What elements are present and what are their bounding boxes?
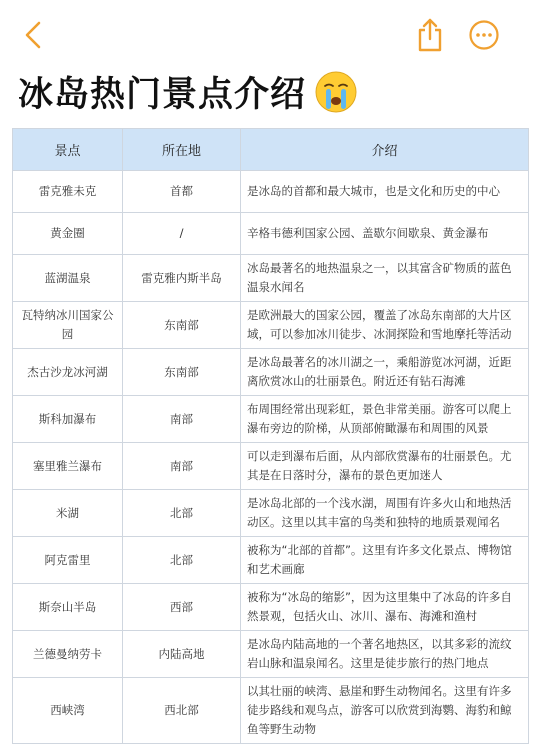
crying-face-icon xyxy=(314,70,358,114)
cell-location: 首都 xyxy=(123,171,241,213)
cell-attraction-name: 阿克雷里 xyxy=(13,537,123,584)
cell-attraction-name: 瓦特纳冰川国家公园 xyxy=(13,302,123,349)
table-row xyxy=(13,349,529,396)
cell-description: 冰岛最著名的地热温泉之一，以其富含矿物质的蓝色温泉水闻名 xyxy=(241,255,529,302)
cell-location: 南部 xyxy=(123,443,241,490)
table-row xyxy=(13,255,529,302)
cell-attraction-name: 雷克雅未克 xyxy=(13,171,123,213)
chevron-left-icon xyxy=(18,18,50,52)
table-row xyxy=(13,171,529,213)
table-header-row xyxy=(13,129,529,171)
cell-description: 是冰岛内陆高地的一个著名地热区，以其多彩的流纹岩山脉和温泉闻名。这里是徒步旅行的热门地点 xyxy=(241,631,529,678)
top-bar xyxy=(0,0,540,72)
cell-description: 被称为“冰岛的缩影”，因为这里集中了冰岛的许多自然景观，包括火山、冰川、瀑布、海滩和渔村 xyxy=(241,584,529,631)
column-header-name: 景点 xyxy=(13,129,123,171)
cell-attraction-name: 塞里雅兰瀑布 xyxy=(13,443,123,490)
cell-description: 是冰岛的首都和最大城市，也是文化和历史的中心 xyxy=(241,171,529,213)
back-button[interactable] xyxy=(18,18,50,52)
cell-location: 雷克雅内斯半岛 xyxy=(123,255,241,302)
attractions-table xyxy=(12,128,528,744)
cell-location: 西北部 xyxy=(123,678,241,744)
table-row xyxy=(13,584,529,631)
table-row xyxy=(13,213,529,255)
cell-location: 东南部 xyxy=(123,349,241,396)
cell-attraction-name: 蓝湖温泉 xyxy=(13,255,123,302)
page-title: 冰岛热门景点介绍 xyxy=(18,75,307,115)
cell-description: 以其壮丽的峡湾、悬崖和野生动物闻名。这里有许多徒步路线和观鸟点，游客可以欣赏到海鹦、海豹和鲸鱼等野生动物 xyxy=(241,678,529,744)
cell-location: 南部 xyxy=(123,396,241,443)
cell-attraction-name: 米湖 xyxy=(13,490,123,537)
cell-description: 辛格韦德利国家公园、盖歇尔间歇泉、黄金瀑布 xyxy=(241,213,529,255)
more-options-button[interactable] xyxy=(468,19,500,51)
column-header-description: 介绍 xyxy=(241,129,529,171)
cell-description: 可以走到瀑布后面，从内部欣赏瀑布的壮丽景色。尤其是在日落时分，瀑布的景色更加迷人 xyxy=(241,443,529,490)
share-button[interactable] xyxy=(414,16,446,54)
table-row xyxy=(13,396,529,443)
table-row xyxy=(13,302,529,349)
cell-location: 北部 xyxy=(123,490,241,537)
column-header-location: 所在地 xyxy=(123,129,241,171)
cell-location: 内陆高地 xyxy=(123,631,241,678)
title-row xyxy=(18,64,358,120)
share-icon xyxy=(414,16,446,54)
cell-description: 是欧洲最大的国家公园，覆盖了冰岛东南部的大片区域，可以参加冰川徒步、冰洞探险和雪地摩托等活动 xyxy=(241,302,529,349)
cell-attraction-name: 杰古沙龙冰河湖 xyxy=(13,349,123,396)
cell-location: 北部 xyxy=(123,537,241,584)
cell-location: 东南部 xyxy=(123,302,241,349)
table-row xyxy=(13,537,529,584)
table-row xyxy=(13,490,529,537)
cell-description: 是冰岛北部的一个浅水湖，周围有许多火山和地热活动区。这里以其丰富的鸟类和独特的地质景观闻名 xyxy=(241,490,529,537)
cell-description: 被称为“北部的首都”。这里有许多文化景点、博物馆和艺术画廊 xyxy=(241,537,529,584)
more-icon xyxy=(468,19,500,51)
cell-attraction-name: 兰德曼纳劳卡 xyxy=(13,631,123,678)
table-row xyxy=(13,631,529,678)
cell-attraction-name: 斯奈山半岛 xyxy=(13,584,123,631)
cell-attraction-name: 西峡湾 xyxy=(13,678,123,744)
cell-location: / xyxy=(123,213,241,255)
cell-description: 是冰岛最著名的冰川湖之一，乘船游览冰河湖，近距离欣赏冰山的壮丽景色。附近还有钻石海滩 xyxy=(241,349,529,396)
cell-attraction-name: 斯科加瀑布 xyxy=(13,396,123,443)
cell-location: 西部 xyxy=(123,584,241,631)
cell-description: 布周围经常出现彩虹，景色非常美丽。游客可以爬上瀑布旁边的阶梯，从顶部俯瞰瀑布和周围的风景 xyxy=(241,396,529,443)
table-row xyxy=(13,443,529,490)
table-row xyxy=(13,678,529,744)
cell-attraction-name: 黄金圈 xyxy=(13,213,123,255)
